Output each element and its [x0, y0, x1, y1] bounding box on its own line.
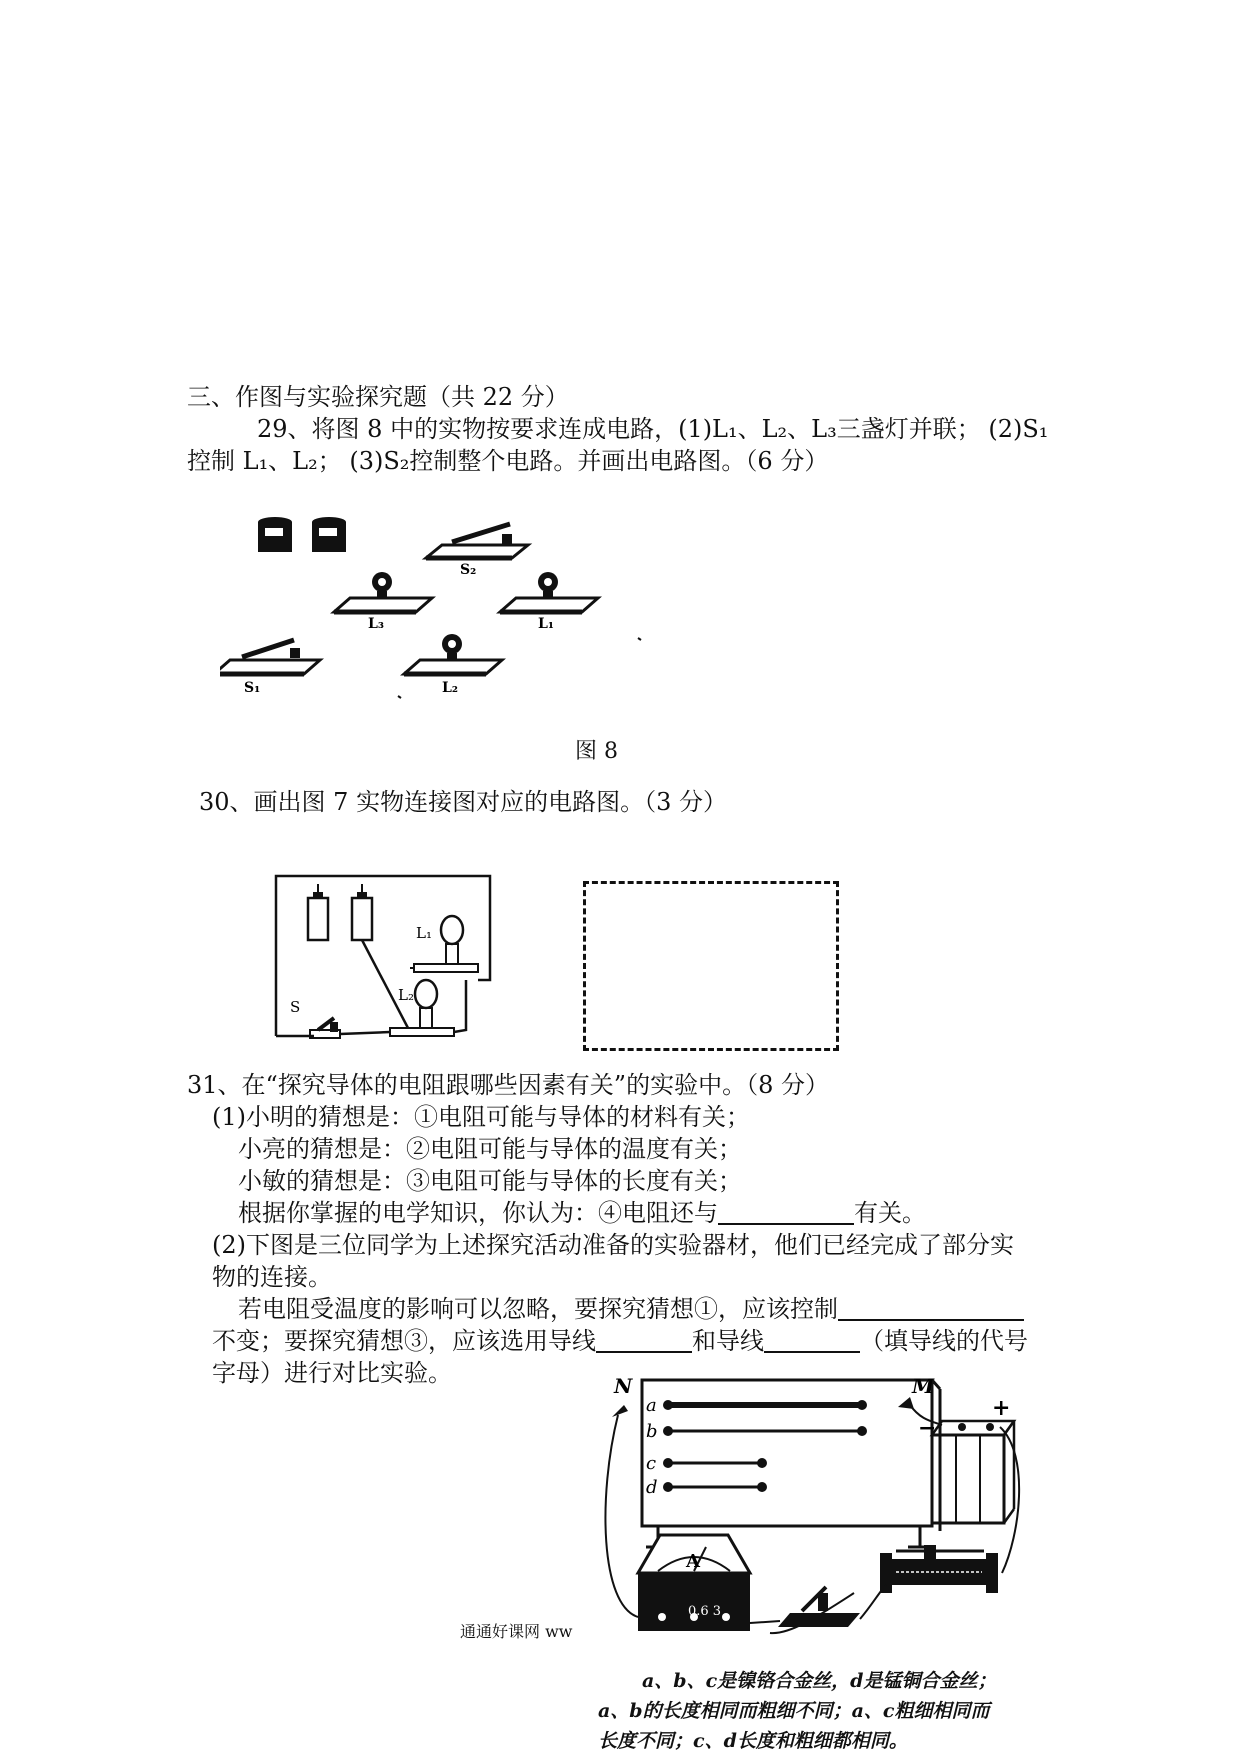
- switch-s1-icon: [220, 640, 320, 674]
- blank-control[interactable]: [838, 1297, 1024, 1321]
- rheostat-icon: [880, 1545, 998, 1593]
- blank-wire-2[interactable]: [764, 1329, 860, 1353]
- figure-caption-line2: a、b的长度相同而粗细不同；a、c粗细相同而: [598, 1700, 990, 1722]
- q31-guess-1: (1)小明的猜想是：①电阻可能与导体的材料有关；: [212, 1103, 750, 1131]
- wire-label-d: d: [646, 1477, 658, 1498]
- clip-label-m: M: [912, 1375, 935, 1398]
- q31-part2-line2: 物的连接。: [212, 1263, 332, 1291]
- label-s: S: [290, 998, 301, 1016]
- figure-caption-line1: a、b、c是镍铬合金丝，d是锰铜合金丝；: [642, 1670, 997, 1692]
- q31-guess-2: 小亮的猜想是：②电阻可能与导体的温度有关；: [238, 1135, 742, 1163]
- lamp-l2-icon: [404, 634, 502, 674]
- clip-label-n: N: [614, 1375, 633, 1398]
- figure-8-caption: 图 8: [575, 739, 618, 764]
- blank-wire-1[interactable]: [596, 1329, 692, 1353]
- battery-icon: [308, 892, 372, 940]
- label-l2: L₂: [442, 680, 458, 696]
- wire-label-a: a: [646, 1395, 657, 1416]
- clip-n-icon: [612, 1405, 628, 1417]
- q31-guess-4: [238, 1196, 926, 1230]
- blank-factor[interactable]: [718, 1201, 854, 1225]
- label-l1: L₁: [538, 616, 554, 632]
- q31-guess-3: 小敏的猜想是：③电阻可能与导体的长度有关；: [238, 1167, 742, 1195]
- label-l3: L₃: [368, 616, 384, 632]
- q31-part2-line1: (2)下图是三位同学为上述探究活动准备的实验器材，他们已经完成了部分实: [212, 1231, 1014, 1259]
- figure-caption-line3: 长度不同；c、d长度和粗细都相同。: [598, 1730, 908, 1752]
- lamp-l3-icon: [334, 572, 432, 612]
- wire-label-b: b: [646, 1421, 658, 1442]
- section-title: 三、作图与实验探究题（共 22 分）: [187, 383, 569, 411]
- ammeter-label: A: [686, 1551, 700, 1572]
- q31-select-prefix: 不变；要探究猜想③，应该选用导线: [212, 1327, 596, 1355]
- battery-pack-icon: [932, 1421, 1014, 1523]
- q31-select-suffix: （填导线的代号: [860, 1327, 1028, 1355]
- wire-label-c: c: [646, 1453, 657, 1474]
- figure-7-circuit: [270, 870, 510, 1040]
- answer-box[interactable]: [583, 881, 839, 1051]
- q31-select-mid: 和导线: [692, 1327, 764, 1355]
- q31-control-prefix: 若电阻受温度的影响可以忽略，要探究猜想①，应该控制: [238, 1295, 838, 1323]
- q31-part2-line5: 字母）进行对比实验。: [212, 1359, 452, 1387]
- q30-line1: 30、画出图 7 实物连接图对应的电路图。（3 分）: [199, 788, 727, 816]
- minus-sign: −: [918, 1415, 937, 1441]
- ammeter-scale: 0.6 3: [688, 1604, 722, 1619]
- q29-line1: 29、将图 8 中的实物按要求连成电路，(1)L₁、L₂、L₃三盏灯并联； (2)S₁: [257, 415, 1049, 443]
- label-l1: L₁: [416, 924, 432, 942]
- switch-s2-icon: [426, 524, 528, 558]
- watermark-text: 通通好课网 ww: [460, 1622, 573, 1641]
- label-s2-top: S₂: [460, 562, 477, 578]
- q31-title: 31、在“探究导体的电阻跟哪些因素有关”的实验中。（8 分）: [187, 1071, 829, 1099]
- plus-sign: +: [992, 1395, 1011, 1421]
- label-l2: L₂: [398, 986, 414, 1004]
- switch-icon: [778, 1587, 860, 1627]
- q29-line2: 控制 L₁、L₂； (3)S₂控制整个电路。并画出电路图。（6 分）: [187, 447, 829, 475]
- q31-part2-line3: [238, 1292, 1024, 1326]
- label-s1: S₁: [244, 680, 261, 696]
- q31-guess-4-suffix: 有关。: [854, 1199, 926, 1227]
- q31-part2-line4: [212, 1324, 1028, 1358]
- q31-guess-4-prefix: 根据你掌握的电学知识，你认为：④电阻还与: [238, 1199, 718, 1227]
- battery-2-icon: [312, 517, 346, 552]
- experiment-apparatus-figure: [590, 1375, 1050, 1655]
- lamp-l1-icon: [500, 572, 598, 612]
- battery-1-icon: [258, 517, 292, 552]
- figure-8-components: [220, 500, 660, 700]
